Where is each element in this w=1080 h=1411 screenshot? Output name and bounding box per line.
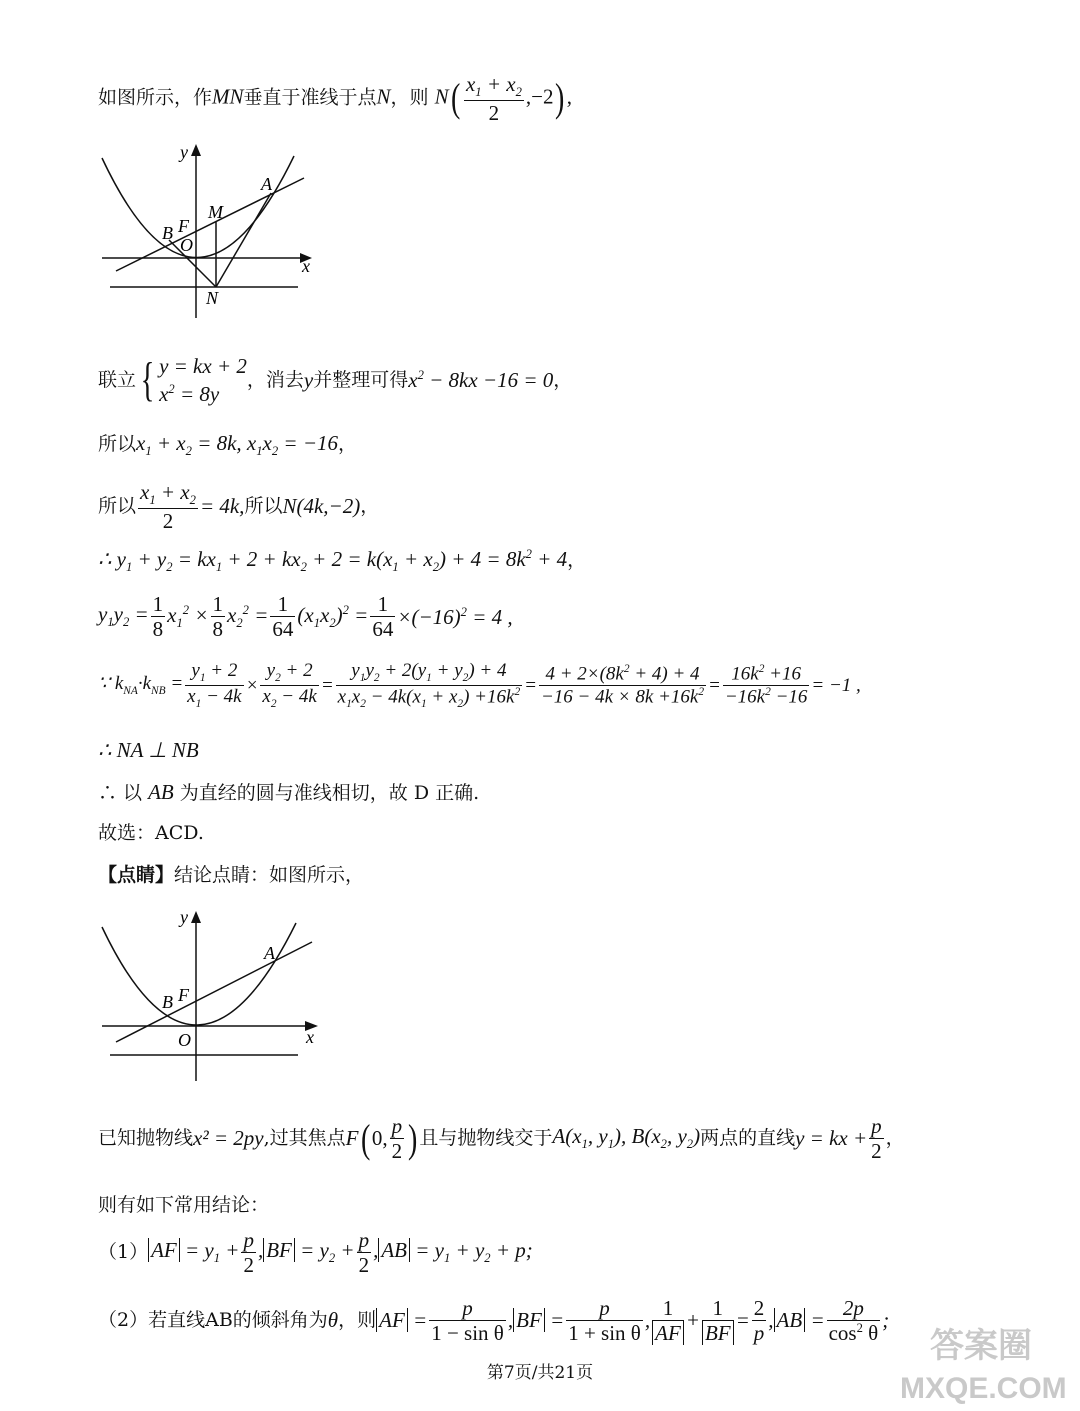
point-a-label: A — [261, 174, 272, 194]
point-f-label: F — [178, 985, 189, 1005]
text-line-7: ∵ $k_{NA}\cdot k_{NB}$ = $\frac{y_1 + 2}{x_1 - 4k}$ × $\frac{y_2 + 2}{x_2 - 4k}$ = $\frac{y_1y_2 + 2(y_1 + y_2) + 4}{x_1x_2 - 4k(x_1 + x_2) +16k^2}$ = $\frac{4 + 2\times(8k^2 + 4) + 4}{-16 - 4k \times 8k +16k^2}$ = $\frac{16k^2 +16}{-16k^2 -16}$ = −1 , — [98, 660, 861, 711]
point-b-label: B — [162, 992, 173, 1012]
text-line-11: 【点睛】结论点睛：如图所示， — [98, 864, 365, 886]
text-line-10: 故选：ACD. — [98, 822, 204, 844]
watermark-bottom: MXQE.COM — [900, 1372, 1067, 1405]
fraction: $\frac{x_1 + x_2}{2}$ — [465, 72, 522, 125]
text-line-2: 联立{ y = kx + 2 $x^2 = 8y$ ，消去y并整理可得$x^2 - 8kx -16 = 0$， — [98, 353, 573, 407]
point-b-label: B — [162, 223, 173, 243]
x-axis-label: x — [306, 1027, 314, 1047]
point-n-label: N — [206, 288, 219, 308]
text-line-14: （1） AF = $y_1$ + $\frac{p}{2}$ , BF = $y_2$ + $\frac{p}{2}$ , AB = $y_1 + y_2 + p$; — [98, 1228, 533, 1278]
origin-label: O — [180, 235, 193, 255]
origin-label: O — [178, 1030, 191, 1050]
text-line-9: ∴ 以 AB 为直经的圆与准线相切，故 D 正确. — [98, 780, 480, 804]
y-axis-label: y — [180, 907, 188, 927]
text-line-6: $y_1y_2$ = $\frac{1}{8}$ $x_1^2$ × $\frac{1}{8}$ $x_2^2$ = $\frac{1}{64}$ $(x_1x_2)^2$ = $\frac{1}{64}$ $\times(-16)^2 = 4$ , — [98, 592, 513, 642]
point-m-label: M — [208, 202, 223, 222]
x-axis-label: x — [302, 256, 310, 276]
text-line-3: 所以$x_1 + x_2 = 8k$, $x_1x_2 = -16$， — [98, 431, 358, 459]
point-f-label: F — [178, 216, 189, 236]
point-a-label: A — [264, 943, 275, 963]
y-axis-label: y — [180, 142, 188, 162]
parabola-graph-1 — [98, 138, 323, 323]
text-line-1: 如图所示，作MN垂直于准线于点N，则 N( $\frac{x_1 + x_2}{2}$ ,−2), — [98, 72, 573, 125]
parabola-graph-2 — [98, 905, 328, 1085]
text-line-4: 所以 $\frac{x_1 + x_2}{2}$ = 4k,所以N(4k,−2)， — [98, 480, 380, 533]
text-line-15: （2）若直线AB的倾斜角为θ，则 AF = $\frac{p}{\text{1 − sin θ}}$ , BF = $\frac{p}{\text{1 + sin θ}}$ , $\frac{1}{AF}$ + $\frac{1}{BF}$ = $\frac{2}{p}$ , AB = $\frac{2p}{\cos^2 \theta}$ ; — [98, 1296, 890, 1346]
page-footer: 第7页/共21页 — [486, 1363, 594, 1383]
text-line-12: 已知抛物线x² = 2py,过其焦点F(0, $\frac{p}{2}$ ) 且与抛物线交于$A(x_1$, $y_1$), $B(x_2$, $y_2$)两点的直线y = kx + $\frac{p}{2}$ ， — [98, 1114, 905, 1164]
text-line-8: ∴ NA ⊥ NB — [98, 738, 199, 762]
text-line-13: 则有如下常用结论： — [98, 1194, 270, 1216]
watermark-top: 答案圈 — [930, 1327, 1032, 1365]
text-line-5: ∴ $y_1 + y_2 = kx_1 + 2 + kx_2 + 2 = k(x_1 + x_2) + 4 = 8k^2 + 4$， — [98, 547, 587, 575]
